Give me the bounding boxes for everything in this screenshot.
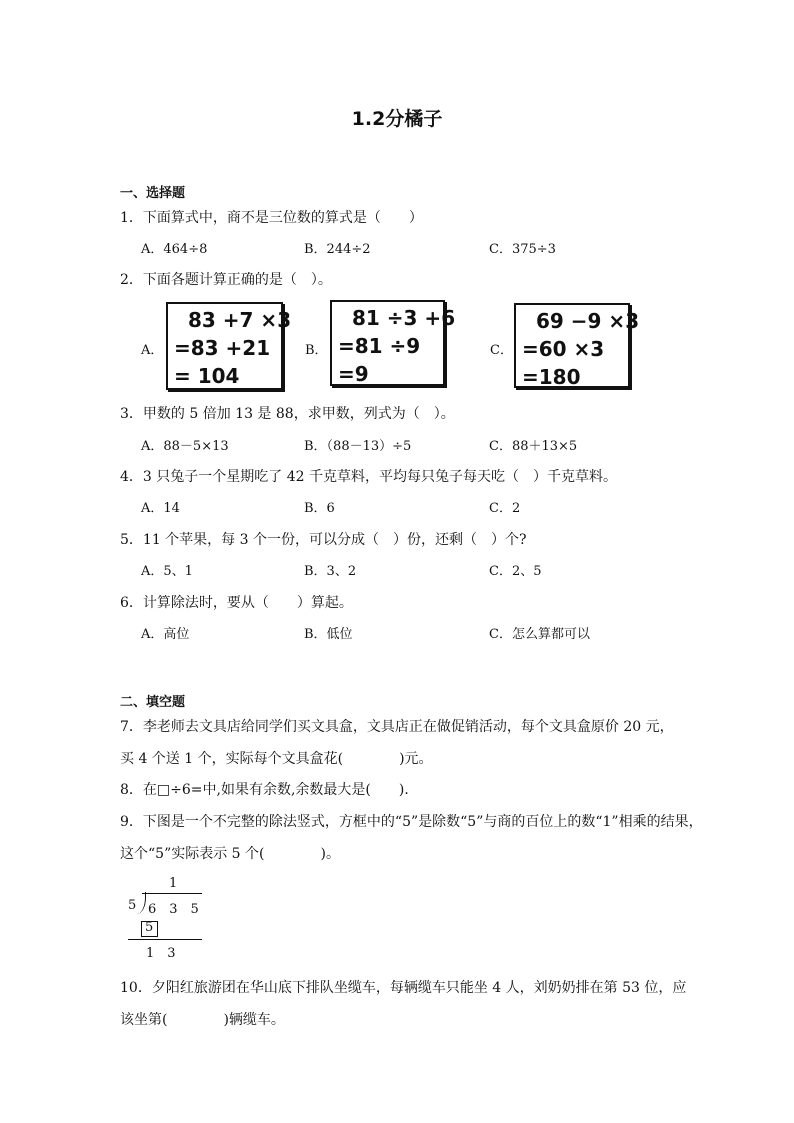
q2-box-c	[514, 303, 640, 389]
q4-option-a: A．14	[141, 501, 180, 516]
q1-option-b: B．244÷2	[304, 242, 371, 257]
box-a-line-1: 83 +7 ×3	[188, 308, 292, 332]
divisor-digit: 5	[128, 898, 137, 913]
section-heading-fill: 二、填空题	[120, 695, 186, 710]
question-2: 2．下面各题计算正确的是（ ）。	[120, 272, 332, 288]
question-3: 3．甲数的 5 倍加 13 是 88，求甲数，列式为（ ）。	[120, 406, 455, 422]
remainder-digits: 1 3	[146, 946, 176, 961]
q2-option-b-label: B．	[305, 343, 328, 358]
box-c-line-1: 69 −9 ×3	[536, 309, 640, 333]
question-7-line-1: 7．李老师去文具店给同学们买文具盒，文具店正在做促销活动，每个文具盒原价 20 元，	[120, 719, 674, 735]
question-8: 8．在□÷6=中,如果有余数,余数最大是( )．	[120, 782, 419, 798]
q6-option-b: B．低位	[304, 627, 353, 642]
q3-option-a: A．88－5×13	[141, 439, 229, 454]
q5-option-b: B．3、2	[304, 564, 357, 579]
q4-option-b: B．6	[304, 501, 335, 516]
q3-option-c: C．88＋13×5	[489, 439, 578, 454]
division-bar-line	[142, 893, 202, 894]
q2-box-a	[166, 302, 292, 390]
question-10-line-2: 该坐第( )辆缆车。	[120, 1012, 285, 1028]
long-division-figure	[110, 873, 220, 963]
question-9-line-2: 这个“5”实际表示 5 个( )。	[120, 846, 340, 862]
q3-option-b: B．（88－13）÷5	[304, 439, 412, 454]
q6-option-a: A．高位	[141, 627, 190, 642]
q6-option-c: C．怎么算都可以	[489, 627, 590, 642]
q1-option-a: A．464÷8	[141, 242, 208, 257]
q5-option-c: C．2、5	[489, 564, 542, 579]
q2-option-c-label: C．	[490, 343, 513, 358]
q5-option-a: A．5、1	[141, 564, 193, 579]
boxed-product-digit: 5	[145, 920, 154, 935]
box-b-line-2: =81 ÷9	[338, 334, 421, 358]
q2-option-a-label: A．	[141, 343, 164, 358]
q2-box-b	[330, 300, 456, 386]
box-b-line-1: 81 ÷3 +6	[352, 306, 456, 330]
section-heading-choice: 一、选择题	[120, 186, 186, 201]
box-b-line-3: =9	[338, 362, 369, 386]
question-5: 5．11 个苹果，每 3 个一份，可以分成（ ）份，还剩（ ）个?	[120, 532, 527, 548]
question-1: 1．下面算式中，商不是三位数的算式是（ ）	[120, 210, 423, 226]
q1-option-c: C．375÷3	[489, 242, 556, 257]
box-a-line-2: =83 +21	[174, 336, 271, 360]
box-c-line-2: =60 ×3	[522, 337, 605, 361]
question-4: 4．3 只兔子一个星期吃了 42 千克草料，平均每只兔子每天吃（ ）千克草料。	[120, 469, 617, 485]
division-bracket	[137, 892, 146, 914]
quotient-digit: 1	[169, 876, 178, 891]
question-10-line-1: 10．夕阳红旅游团在华山底下排队坐缆车，每辆缆车只能坐 4 人，刘奶奶排在第 53 位，应	[120, 980, 687, 996]
box-c-line-3: =180	[522, 365, 581, 389]
page-title: 1.2分橘子	[351, 108, 443, 130]
box-a-line-3: = 104	[174, 364, 240, 388]
question-6: 6．计算除法时，要从（ ）算起。	[120, 595, 353, 611]
dividend-digits: 6 3 5	[148, 902, 199, 917]
question-9-line-1: 9．下图是一个不完整的除法竖式，方框中的“5”是除数“5”与商的百位上的数“1”相乘的结果，	[120, 814, 703, 830]
q4-option-c: C．2	[489, 501, 521, 516]
subtraction-line	[128, 939, 202, 940]
question-7-line-2: 买 4 个送 1 个，实际每个文具盒花( )元。	[120, 751, 433, 767]
